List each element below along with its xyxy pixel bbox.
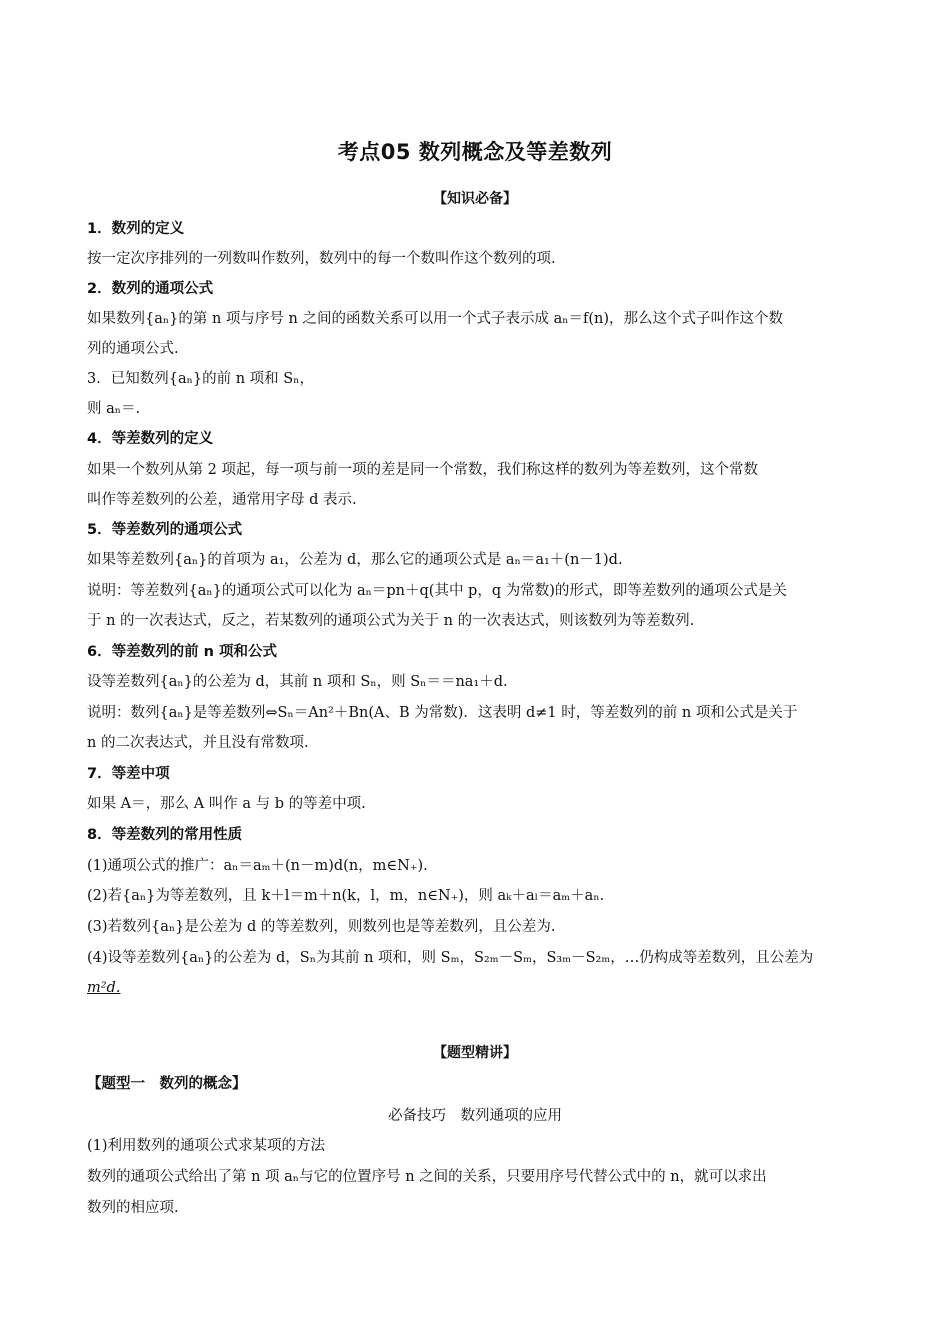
skill-title: 必备技巧 数列通项的应用 [388,1108,562,1124]
skill-line: 数列的通项公式给出了第 n 项 aₙ与它的位置序号 n 之间的关系，只要用序号代替公式中的 n，就可以求出 [87,1169,767,1185]
paragraph-tail [87,978,867,998]
paragraph: 列的通项公式. [87,341,179,357]
paragraph: n 的二次表达式，并且没有常数项. [87,735,309,751]
skill-line: (1)利用数列的通项公式求某项的方法 [87,1138,326,1154]
paragraph: 说明：数列{aₙ}是等差数列⇔Sₙ＝An²＋Bn(A、B 为常数)．这表明 d≠1 时，等差数列的前 n 项和公式是关于 [87,705,798,721]
paragraph: 设等差数列{aₙ}的公差为 d，其前 n 项和 Sₙ，则 Sₙ＝＝na₁＋d. [87,674,508,690]
paragraph: 说明：等差数列{aₙ}的通项公式可以化为 aₙ＝pn＋q(其中 p，q 为常数)的形式，即等差数列的通项公式是关 [87,583,787,599]
type1-heading: 【题型一 数列的概念】 [87,1076,247,1092]
section-types-heading: 【题型精讲】 [433,1045,517,1061]
heading-2: 2．数列的通项公式 [87,281,214,297]
paragraph: 如果等差数列{aₙ}的首项为 a₁，公差为 d，那么它的通项公式是 aₙ＝a₁＋(n－1)d. [87,552,623,568]
paragraph: 则 aₙ＝. [87,401,141,417]
heading-6: 6．等差数列的前 n 项和公式 [87,644,278,660]
paragraph: (4)设等差数列{aₙ}的公差为 d，Sₙ为其前 n 项和，则 Sₘ，S₂ₘ－Sₘ，S₃ₘ－S₂ₘ，…仍构成等差数列，且公差为 [87,950,814,966]
heading-7: 7．等差中项 [87,766,170,782]
underlined-answer: m²d. [87,980,121,996]
paragraph: (2)若{aₙ}为等差数列，且 k＋l＝m＋n(k，l，m，n∈N₊)，则 aₖ＋aₗ＝aₘ＋aₙ. [87,888,605,904]
paragraph: 于 n 的一次表达式，反之，若某数列的通项公式为关于 n 的一次表达式，则该数列为等差数列. [87,613,695,629]
paragraph: 如果一个数列从第 2 项起，每一项与前一项的差是同一个常数，我们称这样的数列为等差数列，这个常数 [87,462,758,478]
paragraph: (1)通项公式的推广：aₙ＝aₘ＋(n－m)d(n，m∈N₊). [87,858,428,874]
page-title: 考点05 数列概念及等差数列 [337,140,613,164]
section-knowledge-heading: 【知识必备】 [433,191,517,207]
heading-1: 1．数列的定义 [87,221,185,237]
heading-4: 4．等差数列的定义 [87,431,214,447]
paragraph: 按一定次序排列的一列数叫作数列，数列中的每一个数叫作这个数列的项. [87,251,556,267]
paragraph: 叫作等差数列的公差，通常用字母 d 表示. [87,492,357,508]
paragraph: 3．已知数列{aₙ}的前 n 项和 Sₙ， [87,371,314,387]
paragraph: 如果 A＝，那么 A 叫作 a 与 b 的等差中项. [87,796,366,812]
skill-line: 数列的相应项. [87,1200,179,1216]
paragraph: (3)若数列{aₙ}是公差为 d 的等差数列，则数列也是等差数列，且公差为. [87,919,556,935]
heading-5: 5．等差数列的通项公式 [87,522,243,538]
paragraph: 如果数列{aₙ}的第 n 项与序号 n 之间的函数关系可以用一个式子表示成 aₙ＝f(n)，那么这个式子叫作这个数 [87,311,784,327]
heading-8: 8．等差数列的常用性质 [87,827,243,843]
